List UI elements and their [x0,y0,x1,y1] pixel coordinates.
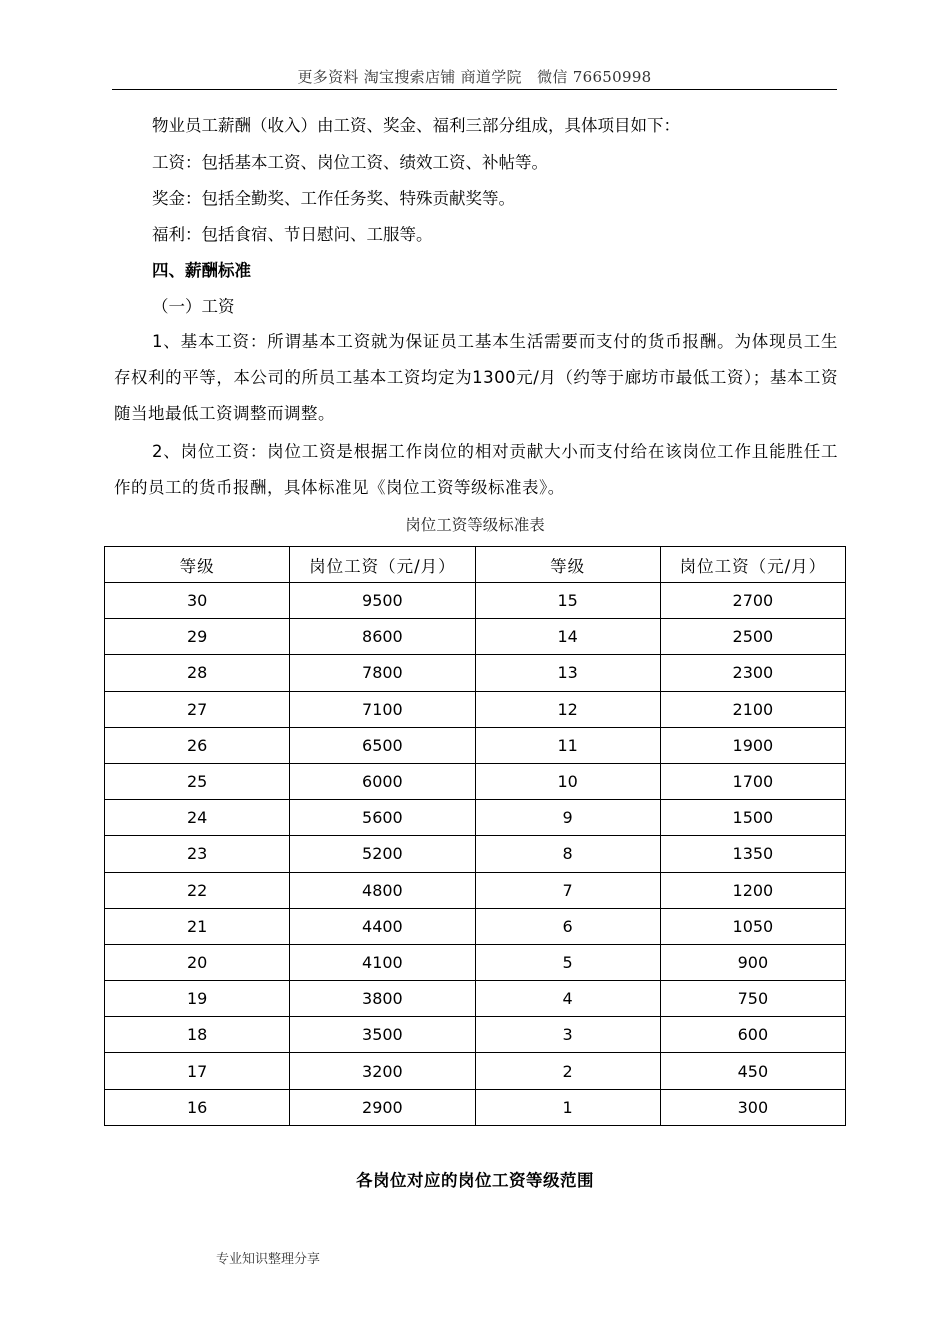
table-row [105,727,846,763]
table-cell: 1500 [660,800,845,836]
table-cell: 26 [105,727,290,763]
bonus-paragraph: 奖金：包括全勤奖、工作任务奖、特殊贡献奖等。 [152,189,515,208]
table-row [105,691,846,727]
table-cell: 6500 [290,727,475,763]
table-row [105,1053,846,1089]
table-cell: 14 [475,619,660,655]
table-cell: 7100 [290,691,475,727]
wages-paragraph: 工资：包括基本工资、岗位工资、绩效工资、补帖等。 [152,153,548,172]
table-cell: 27 [105,691,290,727]
sub-heading: （一）工资 [152,297,235,316]
table-cell: 3 [475,1017,660,1053]
table-row [105,800,846,836]
table-cell: 24 [105,800,290,836]
table-cell: 6000 [290,763,475,799]
table-cell: 23 [105,836,290,872]
table-cell: 2700 [660,583,845,619]
table-cell: 9 [475,800,660,836]
table-cell: 17 [105,1053,290,1089]
table-row [105,944,846,980]
table-cell: 1900 [660,727,845,763]
welfare-paragraph: 福利：包括食宿、节日慰问、工服等。 [152,225,433,244]
table-cell: 11 [475,727,660,763]
section-heading: 四、薪酬标准 [152,261,251,280]
table-row [105,583,846,619]
table-cell: 1050 [660,908,845,944]
table-cell: 25 [105,763,290,799]
table-cell: 4 [475,981,660,1017]
table-row [105,908,846,944]
table-cell: 2900 [290,1089,475,1125]
table-cell: 18 [105,1017,290,1053]
table-cell: 1 [475,1089,660,1125]
table-cell: 900 [660,944,845,980]
table-row [105,981,846,1017]
table-cell: 5 [475,944,660,980]
header-grade-left: 等级 [105,547,290,583]
page-footer: 专业知识整理分享 [216,1252,321,1267]
header-wage-right: 岗位工资（元/月） [660,547,845,583]
table-cell: 15 [475,583,660,619]
grade-salary-table [104,546,846,1126]
table-cell: 29 [105,619,290,655]
table-row [105,619,846,655]
table-row [105,763,846,799]
table-cell: 5600 [290,800,475,836]
table-caption: 岗位工资等级标准表 [405,516,545,534]
table-row [105,1017,846,1053]
table-cell: 7800 [290,655,475,691]
table-cell: 30 [105,583,290,619]
table-cell: 2100 [660,691,845,727]
table-cell: 300 [660,1089,845,1125]
page-header: 更多资料 淘宝搜索店铺 商道学院 微信 76650998 [297,68,652,86]
table-cell: 450 [660,1053,845,1089]
table-cell: 8 [475,836,660,872]
table-cell: 16 [105,1089,290,1125]
basic-wage-paragraph: 1、基本工资：所谓基本工资就为保证员工基本生活需要而支付的货币报酬。为体现员工生存权利的平等，本公司的所员工基本工资均定为1300元/月（约等于廊坊市最低工资）；基本工资随当地最低工资调整而调整。 [114,332,838,423]
header-grade-right: 等级 [475,547,660,583]
table-row [105,1089,846,1125]
table-cell: 6 [475,908,660,944]
table-cell: 19 [105,981,290,1017]
table-cell: 3800 [290,981,475,1017]
table-cell: 4100 [290,944,475,980]
table-cell: 28 [105,655,290,691]
table-cell: 8600 [290,619,475,655]
table-cell: 2 [475,1053,660,1089]
header-wage-left: 岗位工资（元/月） [290,547,475,583]
table-cell: 4400 [290,908,475,944]
table-cell: 750 [660,981,845,1017]
table-cell: 600 [660,1017,845,1053]
table-cell: 21 [105,908,290,944]
table-cell: 22 [105,872,290,908]
table-cell: 1700 [660,763,845,799]
header-divider [112,89,837,90]
section-title: 各岗位对应的岗位工资等级范围 [356,1171,594,1190]
table-row [105,836,846,872]
table-row [105,655,846,691]
table-cell: 13 [475,655,660,691]
table-cell: 2500 [660,619,845,655]
table-cell: 4800 [290,872,475,908]
table-header-row [105,547,846,583]
table-cell: 10 [475,763,660,799]
table-cell: 1350 [660,836,845,872]
table-row [105,872,846,908]
table-cell: 9500 [290,583,475,619]
table-cell: 20 [105,944,290,980]
table-cell: 12 [475,691,660,727]
table-cell: 5200 [290,836,475,872]
table-cell: 3200 [290,1053,475,1089]
table-cell: 2300 [660,655,845,691]
table-cell: 3500 [290,1017,475,1053]
table-cell: 1200 [660,872,845,908]
post-wage-paragraph: 2、岗位工资：岗位工资是根据工作岗位的相对贡献大小而支付给在该岗位工作且能胜任工作的员工的货币报酬，具体标准见《岗位工资等级标准表》。 [114,442,838,497]
intro-paragraph: 物业员工薪酬（收入）由工资、奖金、福利三部分组成，具体项目如下： [152,116,680,135]
table-cell: 7 [475,872,660,908]
